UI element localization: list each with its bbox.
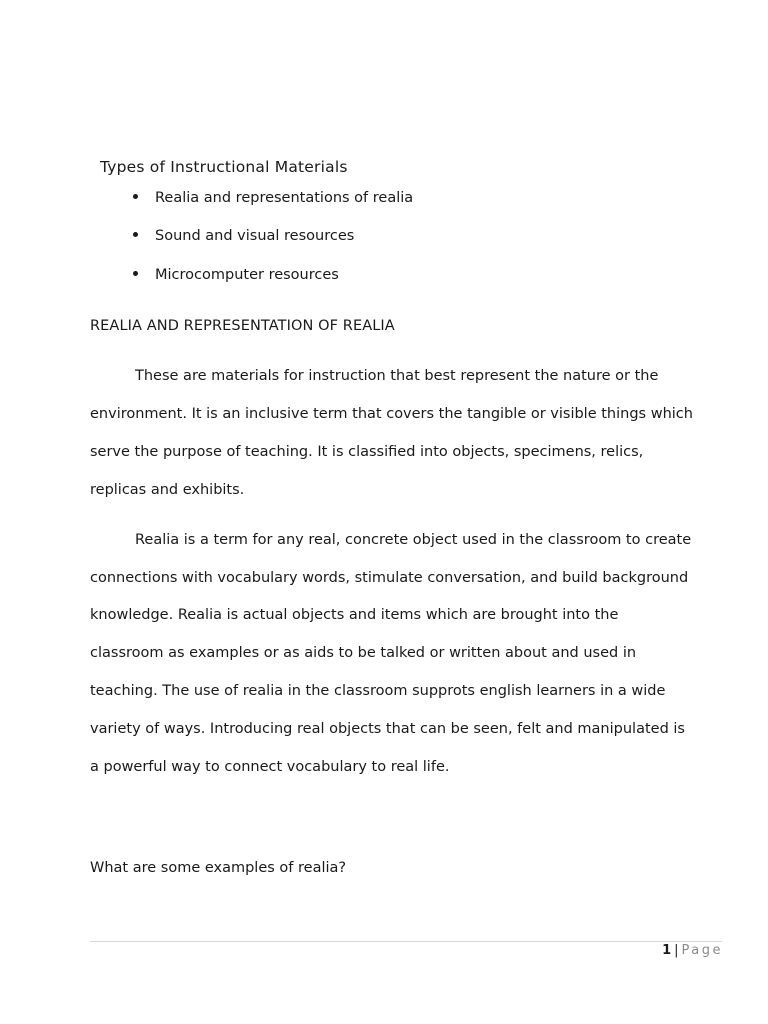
- paragraph-line: classroom as examples or as aids to be talked or written about and used in: [90, 645, 637, 661]
- section-title: REALIA AND REPRESENTATION OF REALIA: [90, 318, 395, 334]
- question-text: What are some examples of realia?: [90, 860, 347, 876]
- paragraph-line: environment. It is an inclusive term that covers the tangible or visible things which: [90, 406, 693, 422]
- page-label: Page: [681, 943, 723, 958]
- paragraph-line: variety of ways. Introducing real objects that can be seen, felt and manipulated is: [90, 721, 685, 737]
- page-number: 1: [662, 943, 672, 958]
- list-item: [133, 190, 413, 206]
- footer-separator: |: [674, 943, 679, 958]
- list-item-text: Realia and representations of realia: [155, 190, 414, 206]
- paragraph-line: serve the purpose of teaching. It is classified into objects, specimens, relics,: [90, 444, 644, 460]
- bullet-icon: [133, 232, 138, 237]
- paragraph-line: a powerful way to connect vocabulary to real life.: [90, 759, 450, 775]
- list-item-text: Microcomputer resources: [155, 267, 339, 283]
- bullet-icon: [133, 194, 138, 199]
- paragraph-line: connections with vocabulary words, stimulate conversation, and build background: [90, 570, 689, 586]
- list-item-text: Sound and visual resources: [155, 228, 355, 244]
- paragraph-line: knowledge. Realia is actual objects and items which are brought into the: [90, 607, 619, 623]
- bullet-icon: [133, 271, 138, 276]
- footer-divider: [90, 941, 722, 942]
- list-item: [133, 228, 354, 244]
- paragraph-line: These are materials for instruction that best represent the nature or the: [135, 368, 659, 384]
- paragraph-line: replicas and exhibits.: [90, 482, 245, 498]
- page-heading: Types of Instructional Materials: [100, 158, 348, 176]
- paragraph-line: Realia is a term for any real, concrete object used in the classroom to create: [135, 532, 692, 548]
- paragraph-line: teaching. The use of realia in the classroom supprots english learners in a wide: [90, 683, 666, 699]
- list-item: [133, 267, 339, 283]
- page-footer: [662, 943, 723, 958]
